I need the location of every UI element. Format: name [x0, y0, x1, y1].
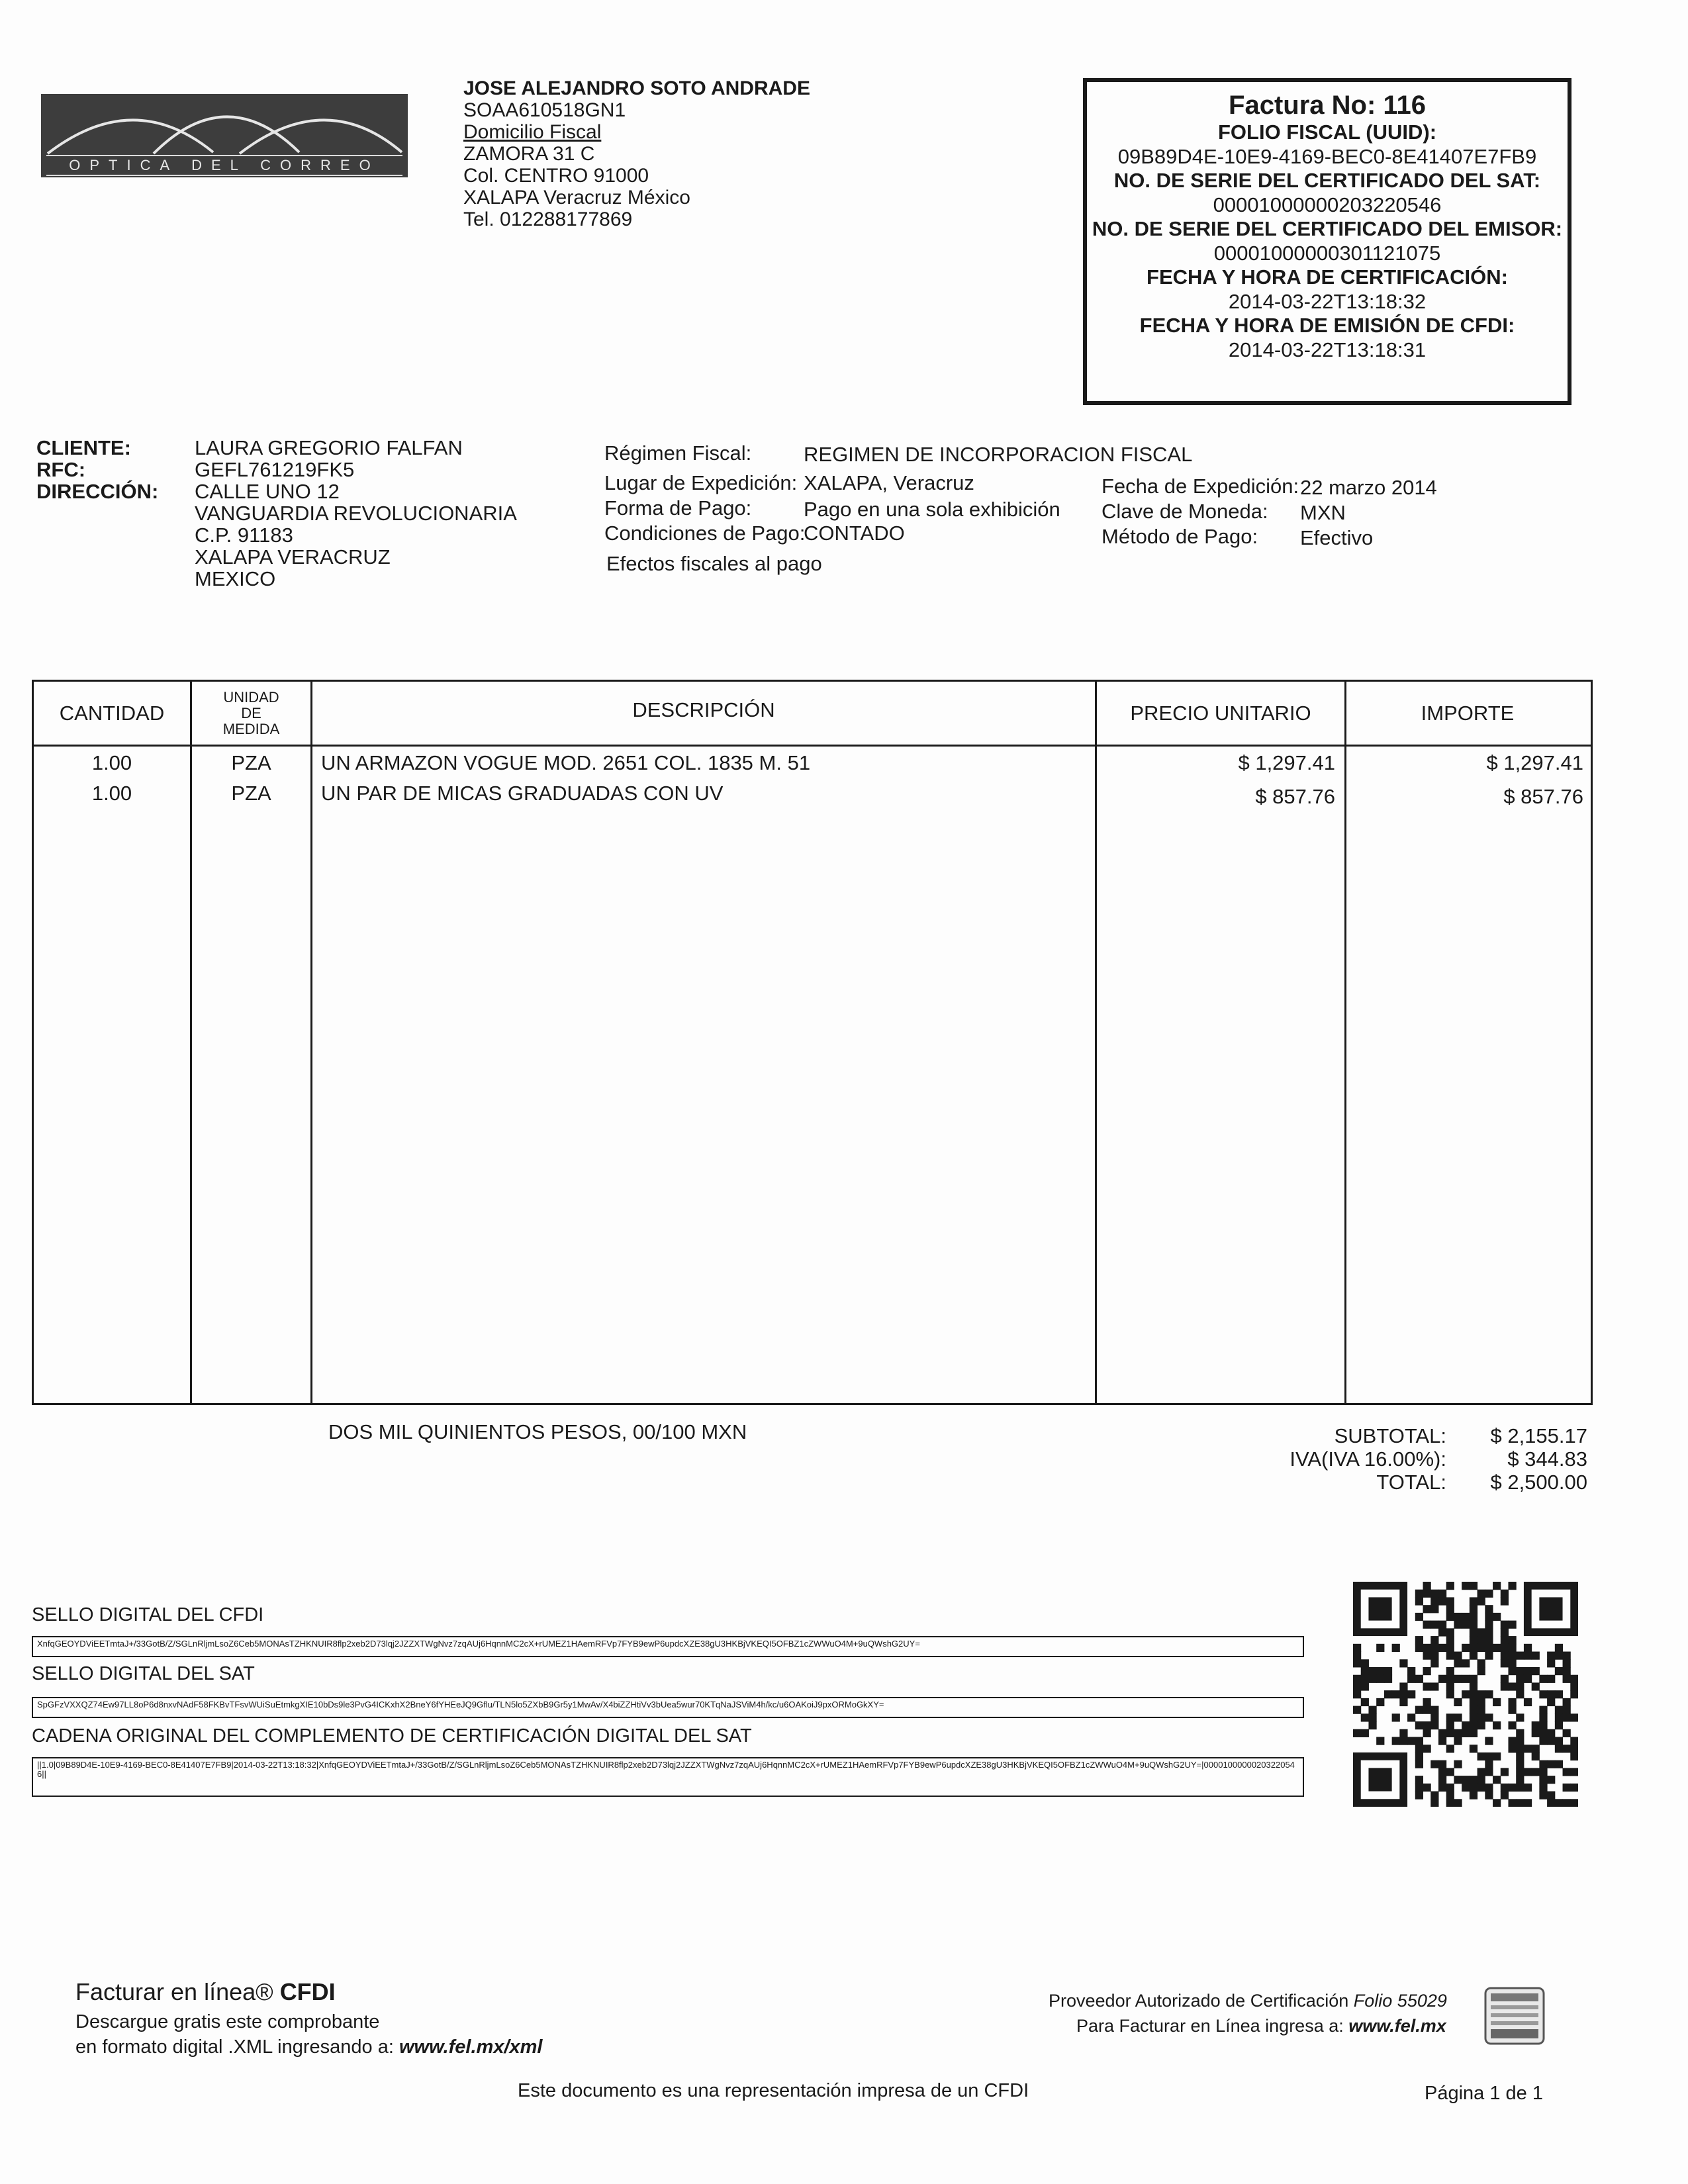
fecha-label: Fecha de Expedición: — [1102, 475, 1299, 498]
logo-text: OPTICA DEL CORREO — [46, 155, 402, 176]
lugar-value: XALAPA, Veracruz — [804, 471, 974, 494]
emisor-cert-value: 00001000000301121075 — [1213, 241, 1441, 265]
subtotal-label: SUBTOTAL: — [1334, 1424, 1446, 1447]
row-importe: $ 1,297.41 — [1486, 751, 1583, 774]
sat-cert-label: NO. DE SERIE DEL CERTIFICADO DEL SAT: — [1113, 169, 1541, 192]
issuer-rfc: SOAA610518GN1 — [463, 99, 626, 121]
cadena-value: ||1.0|09B89D4E-10E9-4169-BEC0-8E41407E7FB9|2014-03-22T13:18:32|XnfqGEOYDViEETmtaJ+/33GotB/Z/SGLnRljmLsoZ6Ceb5MONAsTZHKNUIR8flp2xeb2D73lqj2JZZXTWgNvz7zqAUj6HqnnMC2cX+rUMEZ1HAemRFVp7FYB9ewP6updcXZE38gU3HKBjVKEQI5OFBZ1cZWWuO4M+9uQWshG2UY=|00001000000203220546|| — [32, 1757, 1304, 1797]
issuer-name: JOSE ALEJANDRO SOTO ANDRADE — [463, 77, 810, 99]
header-descripcion: DESCRIPCIÓN — [632, 698, 775, 721]
header-unidad: UNIDAD DE MEDIDA — [222, 688, 280, 737]
table-column-divider — [310, 682, 312, 1403]
total-value: $ 2,500.00 — [1490, 1471, 1587, 1494]
invoice-info-box — [1083, 78, 1571, 405]
row-precio: $ 857.76 — [1255, 785, 1335, 808]
sello-sat-label: SELLO DIGITAL DEL SAT — [32, 1663, 255, 1684]
issuer-city: XALAPA Veracruz México — [463, 187, 690, 208]
client-name: LAURA GREGORIO FALFAN — [195, 436, 463, 459]
metodo-label: Método de Pago: — [1102, 525, 1258, 548]
footer-provider: Proveedor Autorizado de Certificación Folio 55029 — [1049, 1991, 1447, 2011]
footer-brand-prefix: Facturar en línea® — [75, 1978, 273, 2005]
sat-cert-value: 00001000000203220546 — [1213, 193, 1442, 216]
footer-xml-link[interactable]: www.fel.mx/xml — [399, 2036, 543, 2058]
sello-cfdi-value: XnfqGEOYDViEETmtaJ+/33GotB/Z/SGLnRljmLsoZ6Ceb5MONAsTZHKNUIR8flp2xeb2D73lqj2JZZXTWgNvz7zqAUj6HqnnMC2cX+rUMEZ1HAemRFVp7FYB9ewP6updcXZE38gU3HKBjVKEQI5OFBZ1cZWWuO4M+9uQWshG2UY= — [32, 1636, 1304, 1657]
row-importe: $ 857.76 — [1503, 785, 1583, 808]
row-descripcion: UN ARMAZON VOGUE MOD. 2651 COL. 1835 M. 51 — [321, 751, 811, 774]
row-unidad: PZA — [231, 782, 271, 805]
header-importe: IMPORTE — [1421, 701, 1515, 725]
client-rfc: GEFL761219FK5 — [195, 458, 355, 481]
issuer-domicilio-label: Domicilio Fiscal — [463, 121, 602, 143]
row-cantidad: 1.00 — [91, 751, 132, 774]
condiciones-value: CONTADO — [804, 522, 905, 545]
emisor-cert-label: NO. DE SERIE DEL CERTIFICADO DEL EMISOR: — [1092, 217, 1563, 240]
rfc-label: RFC: — [36, 458, 86, 481]
sello-cfdi-label: SELLO DIGITAL DEL CFDI — [32, 1604, 264, 1625]
items-table — [32, 680, 1593, 1405]
efectos-text: Efectos fiscales al pago — [606, 552, 822, 575]
footer-download-line1: Descargue gratis este comprobante — [75, 2011, 380, 2032]
sat-logo-icon — [1483, 1985, 1546, 2046]
client-label: CLIENTE: — [36, 436, 131, 459]
sello-sat-value: SpGFzVXXQZ74Ew97LL8oP6d8nxvNAdF58FKBvTFsvWUiSuEtmkgXIE10bDs9le3PvG4ICKxhX2BneY6fYHEeJQ9Gflu/TLN5lo5ZXbB9Gr5y1MwAv/X4biZZHtiVv3bUea5wur70KTqNaJSViM4h/kc/u6OAKoiJ9pxORMoGkXY= — [32, 1697, 1304, 1718]
cadena-label: CADENA ORIGINAL DEL COMPLEMENTO DE CERTIFICACIÓN DIGITAL DEL SAT — [32, 1725, 752, 1747]
qr-code — [1353, 1582, 1578, 1807]
footer-felmx-link[interactable]: www.fel.mx — [1348, 2016, 1446, 2036]
row-precio: $ 1,297.41 — [1238, 751, 1335, 774]
folio-value: 09B89D4E-10E9-4169-BEC0-8E41407E7FB9 — [1117, 144, 1537, 168]
client-address-line: XALAPA VERACRUZ — [195, 545, 391, 569]
footer-disclaimer: Este documento es una representación impresa de un CFDI — [518, 2080, 1029, 2101]
total-label: TOTAL: — [1376, 1471, 1446, 1494]
client-address-line: CALLE UNO 12 — [195, 480, 340, 503]
lugar-label: Lugar de Expedición: — [604, 471, 798, 494]
forma-label: Forma de Pago: — [604, 496, 752, 520]
moneda-label: Clave de Moneda: — [1102, 500, 1268, 523]
condiciones-label: Condiciones de Pago: — [604, 522, 806, 545]
subtotal-value: $ 2,155.17 — [1490, 1424, 1587, 1447]
iva-value: $ 344.83 — [1507, 1447, 1587, 1471]
metodo-value: Efectivo — [1300, 526, 1374, 549]
client-address-line: C.P. 91183 — [195, 523, 293, 547]
company-logo — [41, 94, 408, 177]
forma-value: Pago en una sola exhibición — [804, 498, 1060, 521]
issuer-colonia: Col. CENTRO 91000 — [463, 165, 649, 187]
cert-date-label: FECHA Y HORA DE CERTIFICACIÓN: — [1147, 265, 1508, 289]
footer-facturar: Para Facturar en Línea ingresa a: www.fel.mx — [1076, 2016, 1446, 2036]
client-labels — [36, 437, 158, 502]
table-header-divider — [34, 745, 1591, 747]
amount-in-words: DOS MIL QUINIENTOS PESOS, 00/100 MXN — [328, 1420, 747, 1443]
iva-label: IVA(IVA 16.00%): — [1289, 1447, 1446, 1471]
client-values — [195, 437, 517, 590]
row-descripcion: UN PAR DE MICAS GRADUADAS CON UV — [321, 782, 724, 805]
direccion-label: DIRECCIÓN: — [36, 480, 159, 503]
client-address-line: VANGUARDIA REVOLUCIONARIA — [195, 502, 517, 525]
client-address-line: MEXICO — [195, 567, 276, 590]
regimen-value: REGIMEN DE INCORPORACION FISCAL — [804, 443, 1193, 466]
footer-download-line2: en formato digital .XML ingresando a: www.fel.mx/xml — [75, 2036, 543, 2058]
header-precio: PRECIO UNITARIO — [1130, 701, 1311, 725]
fecha-value: 22 marzo 2014 — [1300, 476, 1437, 499]
issuer-street: ZAMORA 31 C — [463, 143, 595, 165]
footer-brand — [75, 1979, 336, 2005]
issuer-info — [463, 77, 810, 230]
emision-date-value: 2014-03-22T13:18:31 — [1228, 338, 1427, 361]
moneda-value: MXN — [1300, 501, 1346, 524]
row-unidad: PZA — [231, 751, 271, 774]
footer-brand-cfdi: CFDI — [279, 1978, 336, 2005]
footer-page-number: Página 1 de 1 — [1425, 2083, 1543, 2104]
totals-values — [1456, 1424, 1587, 1494]
row-cantidad: 1.00 — [91, 782, 132, 805]
invoice-number: Factura No: 116 — [1229, 91, 1426, 120]
regimen-label: Régimen Fiscal: — [604, 441, 752, 465]
folio-label: FOLIO FISCAL (UUID): — [1217, 120, 1437, 144]
emision-date-label: FECHA Y HORA DE EMISIÓN DE CFDI: — [1139, 314, 1515, 337]
totals-labels — [1205, 1424, 1446, 1494]
issuer-tel: Tel. 012288177869 — [463, 208, 633, 230]
cert-date-value: 2014-03-22T13:18:32 — [1228, 289, 1427, 313]
header-cantidad: CANTIDAD — [59, 701, 165, 725]
